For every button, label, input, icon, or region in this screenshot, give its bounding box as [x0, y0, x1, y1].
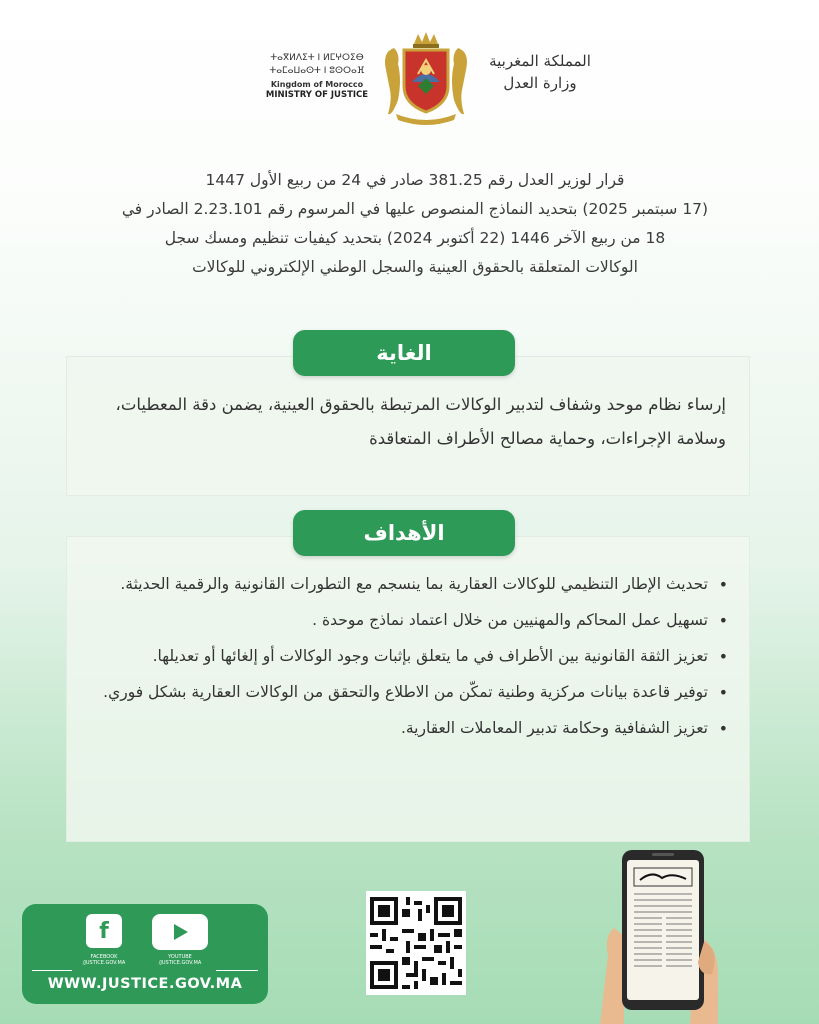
- header: [0, 30, 819, 140]
- objective-item: • تعزيز الشفافية وحكامة تدبير المعاملات العقارية.: [90, 712, 730, 745]
- decree-line-1: قرار لوزير العدل رقم 381.25 صادر في 24 من ربيع الأول 1447: [205, 171, 625, 189]
- amazigh-line-1: ⵜⴰⴳⵍⴷⵉⵜ ⵏ ⵍⵎⵖⵔⵉⴱ: [270, 53, 364, 63]
- facebook-icon[interactable]: f: [86, 914, 122, 948]
- ministry-ar: وزارة العدل: [503, 74, 577, 92]
- objective-item: • تسهيل عمل المحاكم والمهنيين من خلال اعتماد نماذج موحدة .: [90, 604, 730, 637]
- youtube-label: YOUTUBE /JUSTICE.GOV.MA: [158, 954, 202, 966]
- objectives-list: [90, 568, 730, 748]
- kingdom-ar: المملكة المغربية: [489, 52, 591, 70]
- decree-line-3: 18 من ربيع الآخر 1446 (22 أكتوبر 2024) بتحديد كيفيات تنظيم ومسك سجل: [164, 229, 666, 247]
- goal-text: إرساء نظام موحد وشفاف لتدبير الوكالات المرتبطة بالحقوق العينية، يضمن دقة المعطيات، وسلامة الإجراءات، وحماية مصالح الأطراف المتعاقدة: [115, 395, 726, 448]
- facebook-label: FACEBOOK /JUSTICE.GOV.MA: [82, 954, 126, 966]
- amazigh-name: [262, 52, 372, 78]
- phone-icon: [600, 846, 720, 1024]
- objective-item: • تحديث الإطار التنظيمي للوكالات العقارية بما ينسجم مع التطورات القانونية والرقمية الحديثة.: [90, 568, 730, 601]
- decree-title: [70, 166, 760, 282]
- amazigh-line-2: ⵜⴰⵎⴰⵡⴰⵙⵜ ⵏ ⵓⵙⵔⴰⴼ: [269, 66, 365, 76]
- royal-emblem: [378, 30, 474, 126]
- divider: [216, 970, 258, 971]
- arabic-ministry-heading: [480, 50, 600, 94]
- objective-item: • تعزيز الثقة القانونية بين الأطراف في ما يتعلق بإثبات وجود الوكالات أو إلغائها أو تعديلها.: [90, 640, 730, 673]
- divider: [32, 970, 72, 971]
- goal-heading: الغاية: [293, 330, 515, 376]
- decree-line-2: (17 سبتمبر 2025) بتحديد النماذج المنصوص عليها في المرسوم رقم 2.23.101 الصادر في: [121, 200, 709, 218]
- kingdom-en: Kingdom of Morocco: [270, 80, 364, 89]
- youtube-icon[interactable]: [152, 914, 208, 950]
- ministry-en: MINISTRY OF JUSTICE: [265, 90, 369, 100]
- qr-code[interactable]: [366, 891, 466, 995]
- objectives-heading: الأهداف: [293, 510, 515, 556]
- social-footer: [22, 904, 268, 1004]
- decree-line-4: الوكالات المتعلقة بالحقوق العينية والسجل الوطني الإلكتروني للوكالات: [192, 258, 638, 276]
- objective-item: • توفير قاعدة بيانات مركزية وطنية تمكّن من الاطلاع والتحقق من الوكالات العقارية بشكل فوري.: [90, 676, 730, 709]
- website-link[interactable]: WWW.JUSTICE.GOV.MA: [47, 976, 243, 992]
